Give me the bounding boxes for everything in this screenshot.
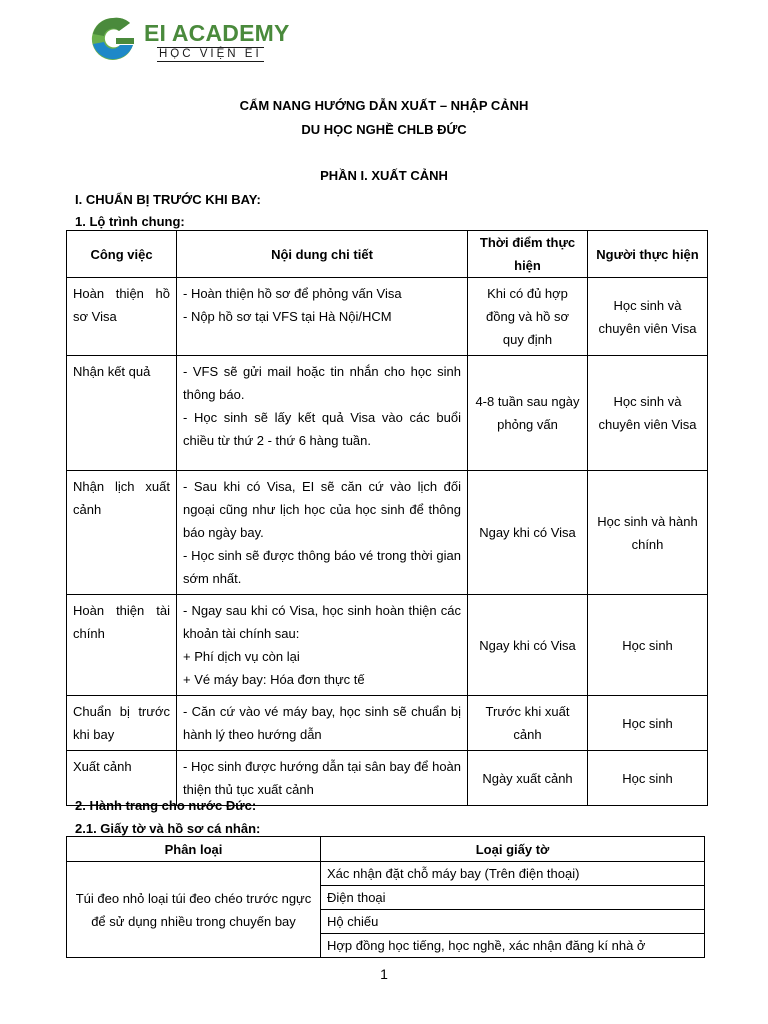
document-item: Hộ chiếu: [321, 910, 705, 934]
ei-logo-icon: [86, 14, 140, 64]
person-cell: Học sinh: [588, 696, 708, 751]
time-cell: Trước khi xuất cảnh: [468, 696, 588, 751]
table-row: [67, 696, 708, 751]
table-row: [67, 862, 705, 886]
detail-line: - Căn cứ vào vé máy bay, học sinh sẽ chuẩn bị hành lý theo hướng dẫn: [183, 704, 461, 742]
person-cell: Học sinh: [588, 595, 708, 696]
person-cell: Học sinh và chuyên viên Visa: [588, 356, 708, 471]
detail-line: + Vé máy bay: Hóa đơn thực tế: [183, 672, 365, 687]
table-row: [67, 471, 708, 595]
subsection-heading-luggage: 2. Hành trang cho nước Đức:: [75, 798, 257, 813]
person-cell: Học sinh: [588, 751, 708, 806]
document-item: Hợp đồng học tiếng, học nghề, xác nhận đăng kí nhà ở: [321, 934, 705, 958]
subsection-heading-route: 1. Lộ trình chung:: [75, 214, 185, 229]
details-cell: [177, 278, 468, 356]
header-person: Người thực hiện: [588, 231, 708, 278]
detail-line: - Nộp hồ sơ tại VFS tại Hà Nội/HCM: [183, 309, 392, 324]
header-document-type: Loại giấy tờ: [321, 837, 705, 862]
task-cell: Hoàn thiện tài chính: [67, 595, 177, 696]
table-row: [67, 356, 708, 471]
details-cell: [177, 356, 468, 471]
part-heading: PHẦN I. XUẤT CẢNH: [320, 168, 448, 183]
document-title-line2: DU HỌC NGHỀ CHLB ĐỨC: [301, 122, 467, 137]
header-task: Công việc: [67, 231, 177, 278]
detail-line: - Học sinh được hướng dẫn tại sân bay để hoàn thiện thủ tục xuất cảnh: [183, 759, 462, 797]
table-row: [67, 278, 708, 356]
task-cell: Xuất cảnh: [67, 751, 177, 806]
detail-line: - Học sinh sẽ lấy kết quả Visa vào các buổi chiều từ thứ 2 - thứ 6 hàng tuần.: [183, 410, 461, 448]
detail-line: - Sau khi có Visa, EI sẽ căn cứ vào lịch đối ngoại cũng như lịch học của học sinh để thông báo ngày bay.: [183, 479, 461, 540]
header-time: Thời điểm thực hiện: [468, 231, 588, 278]
document-item: Xác nhận đặt chỗ máy bay (Trên điện thoại): [321, 862, 705, 886]
header-category: Phân loại: [67, 837, 321, 862]
section-heading: I. CHUẨN BỊ TRƯỚC KHI BAY:: [75, 192, 261, 207]
route-table: [66, 230, 708, 806]
task-cell: Chuẩn bị trước khi bay: [67, 696, 177, 751]
documents-table-header: [67, 837, 705, 862]
time-cell: Ngay khi có Visa: [468, 595, 588, 696]
time-cell: 4-8 tuần sau ngày phỏng vấn: [468, 356, 588, 471]
detail-line: - Hoàn thiện hồ sơ để phỏng vấn Visa: [183, 286, 402, 301]
details-cell: [177, 471, 468, 595]
page-number: 1: [380, 966, 388, 982]
detail-line: - Ngay sau khi có Visa, học sinh hoàn thiện các khoản tài chính sau:: [183, 603, 461, 641]
category-cell: Túi đeo nhỏ loại túi đeo chéo trước ngực để sử dụng nhiều trong chuyến bay: [67, 862, 321, 958]
details-cell: [177, 696, 468, 751]
header-details: Nội dung chi tiết: [177, 231, 468, 278]
person-cell: Học sinh và hành chính: [588, 471, 708, 595]
task-cell: Nhận lịch xuất cảnh: [67, 471, 177, 595]
time-cell: Ngay khi có Visa: [468, 471, 588, 595]
person-cell: Học sinh và chuyên viên Visa: [588, 278, 708, 356]
logo-subtitle: HỌC VIỆN EI: [159, 48, 262, 60]
time-cell: Ngày xuất cảnh: [468, 751, 588, 806]
time-cell: Khi có đủ hợp đồng và hồ sơ quy định: [468, 278, 588, 356]
ei-academy-logo: [86, 14, 296, 66]
logo-brand-text: EI ACADEMY: [144, 20, 290, 46]
document-item: Điện thoại: [321, 886, 705, 910]
detail-line: - Học sinh sẽ được thông báo vé trong thời gian sớm nhất.: [183, 548, 461, 586]
detail-line: - VFS sẽ gửi mail hoặc tin nhắn cho học sinh thông báo.: [183, 364, 461, 402]
route-table-header: [67, 231, 708, 278]
table-row: [67, 595, 708, 696]
documents-table: [66, 836, 705, 958]
details-cell: [177, 595, 468, 696]
document-title-line1: CẨM NANG HƯỚNG DẪN XUẤT – NHẬP CẢNH: [239, 98, 529, 113]
detail-line: + Phí dịch vụ còn lại: [183, 649, 300, 664]
task-cell: Hoàn thiện hồ sơ Visa: [67, 278, 177, 356]
task-cell: Nhận kết quả: [67, 356, 177, 471]
subsection-heading-documents: 2.1. Giấy tờ và hồ sơ cá nhân:: [75, 821, 261, 836]
